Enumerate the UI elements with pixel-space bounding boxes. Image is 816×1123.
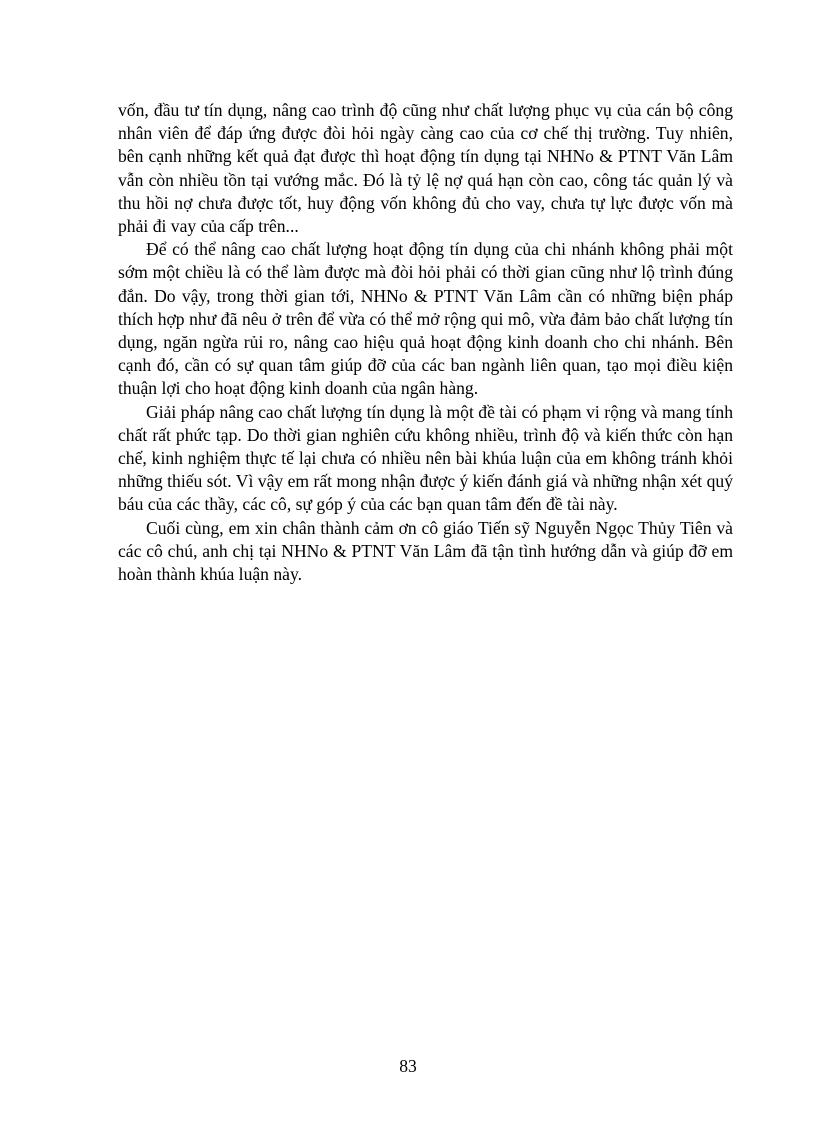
paragraph-2: Để có thể nâng cao chất lượng hoạt động tín dụng của chi nhánh không phải một sớm một chiều là có thể làm được mà đòi hỏi phải có thời gian cũng như lộ trình đúng đắn. Do vậy, trong thời gian tới, NHNo & PTNT Văn Lâm cần có những biện pháp thích hợp như đã nêu ở trên để vừa có thể mở rộng qui mô, vừa đảm bảo chất lượng tín dụng, ngăn ngừa rủi ro, nâng cao hiệu quả hoạt động kinh doanh cho chi nhánh. Bên cạnh đó, cần có sự quan tâm giúp đỡ của các ban ngành liên quan, tạo mọi điều kiện thuận lợi cho hoạt động kinh doanh của ngân hàng. bbox=[118, 239, 733, 399]
paragraph-1: vốn, đầu tư tín dụng, nâng cao trình độ cũng như chất lượng phục vụ của cán bộ công nhân viên để đáp ứng được đòi hỏi ngày càng cao của cơ chế thị trường. Tuy nhiên, bên cạnh những kết quả đạt được thì hoạt động tín dụng tại NHNo & PTNT Văn Lâm vẫn còn nhiều tồn tại vướng mắc. Đó là tỷ lệ nợ quá hạn còn cao, công tác quản lý và thu hồi nợ chưa được tốt, huy động vốn không đủ cho vay, chưa tự lực được vốn mà phải đi vay của cấp trên... bbox=[118, 100, 733, 237]
paragraph-3: Giải pháp nâng cao chất lượng tín dụng là một đề tài có phạm vi rộng và mang tính chất rất phức tạp. Do thời gian nghiên cứu không nhiều, trình độ và kiến thức còn hạn chế, kinh nghiệm thực tế lại chưa có nhiều nên bài khúa luận của em không tránh khỏi những thiếu sót. Vì vậy em rất mong nhận được ý kiến đánh giá và những nhận xét quý báu của các thầy, các cô, sự góp ý của các bạn quan tâm đến đề tài này. bbox=[118, 401, 733, 515]
page-number: 83 bbox=[399, 1056, 417, 1076]
body-text bbox=[118, 99, 733, 586]
paragraph-4: Cuối cùng, em xin chân thành cảm ơn cô giáo Tiến sỹ Nguyễn Ngọc Thủy Tiên và các cô chú, anh chị tại NHNo & PTNT Văn Lâm đã tận tình hướng dẫn và giúp đỡ em hoàn thành khúa luận này. bbox=[118, 517, 733, 585]
